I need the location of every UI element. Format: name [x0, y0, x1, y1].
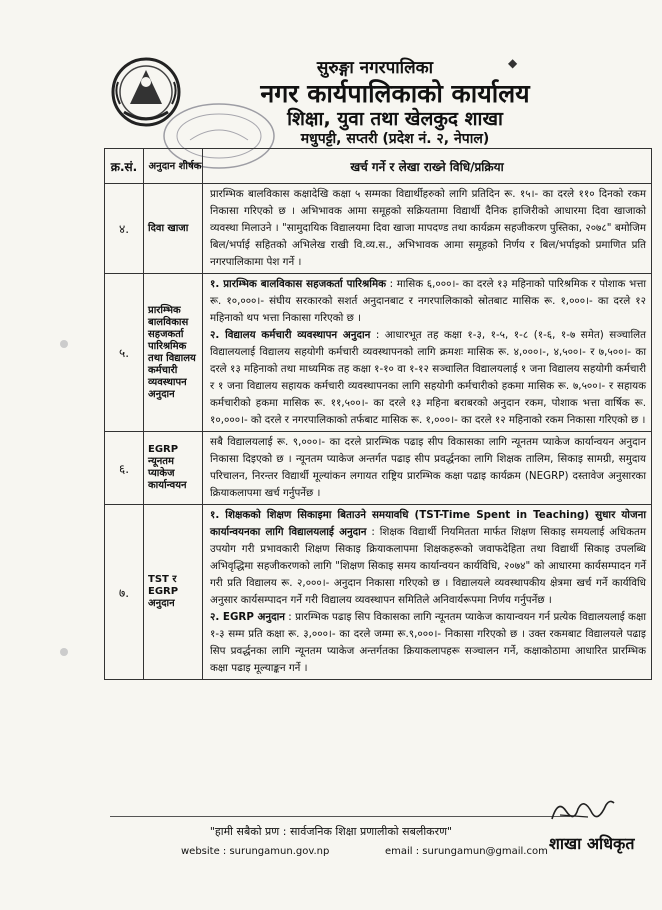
procedure-text: : मासिक ६,०००।- का दरले १३ महिनाको पारिश्रमिक र पोशाक भत्ता रू. १०,०००।- संघीय सरकारको सशर्त अनुदानबाट र नगरपालिकाको स्रोतबाट मासिक रू. १,०००।- का दरले १२ महिनाको थप भत्ता निकासा गरिएको छ । [210, 278, 646, 324]
row-serial: ७. [105, 505, 144, 680]
municipality-name: सुरुङ्गा नगरपालिका [316, 58, 434, 78]
header-grant-title: अनुदान शीर्षक [144, 149, 203, 184]
row-procedure [203, 184, 652, 274]
procedure-paragraph [210, 276, 646, 327]
footer-website[interactable]: website : surungamun.gov.np [181, 846, 330, 857]
header-serial: क्र.सं. [105, 149, 144, 184]
row-serial: ६. [105, 432, 144, 505]
row-procedure [203, 274, 652, 432]
procedure-subheading: १. प्रारम्भिक बालविकास सहजकर्ता पारिश्रमिक [210, 278, 387, 290]
table-row [105, 274, 652, 432]
signature-title: शाखा अधिकृत [549, 834, 635, 853]
table-row [105, 184, 652, 274]
handwritten-signature [548, 795, 618, 829]
row-grant-title: TST र EGRP अनुदान [144, 505, 203, 680]
table-header-row [105, 149, 652, 184]
row-grant-title: दिवा खाजा [144, 184, 203, 274]
procedure-subheading: २. EGRP अनुदान [210, 611, 285, 623]
row-procedure [203, 505, 652, 680]
procedure-subheading: १. शिक्षकको शिक्षण सिकाइमा बिताउने समयावधि (TST-Time Spent in Teaching) सुधार योजना कार्यान्वयनका लागि विद्यालयलाई अनुदान [210, 509, 646, 538]
ink-mark: ◆ [508, 56, 518, 70]
footer-slogan: "हामी सबैको प्रण : सार्वजनिक शिक्षा प्रणालीको सबलीकरण" [209, 825, 453, 838]
punch-hole-mark [60, 648, 68, 656]
procedure-paragraph: सबै विद्यालयलाई रू. ९,०००।- का दरले प्रारम्भिक पढाइ सीप विकासका लागि न्यूनतम प्याकेज कार्यान्वयन अनुदान निकासा दिइएको छ । न्यूनतम प्याकेज अन्तर्गत पढाइ सीप प्रवर्द्धनका लागि शिक्षक तालिम, सिकाइ सामग्री, समुदाय परिचालन, निरन्तर विद्यार्थी मूल्यांकन लगायत राष्ट्रिय प्रारम्भिक कक्षा पढाइ कार्यक्रम (NEGRP) दस्तावेज अनुसारका क्रियाकलापमा खर्च गर्नुपर्नेछ । [210, 436, 646, 499]
table-row [105, 505, 652, 680]
header-procedure: खर्च गर्ने र लेखा राख्ने विधि/प्रक्रिया [203, 149, 652, 184]
procedure-paragraph [210, 507, 646, 609]
procedure-subheading: २. विद्यालय कर्मचारी व्यवस्थापन अनुदान [210, 329, 371, 341]
row-serial: ५. [105, 274, 144, 432]
procedure-text: : प्रारम्भिक पढाइ सिप विकासका लागि न्यूनतम प्याकेज कायान्वयन गर्न प्रत्येक विद्यालयलाई कक्षा १-३ सम्म प्रति कक्षा रू. ३,०००।- का दरले जम्मा रू.९,०००।- निकासा गरिएको छ । उक्त रकमबाट विद्यालयले पढाइ सिप प्रवर्द्धनका लागि न्यूनतम प्याकेज अन्तर्गतका क्रियाकलापहरू सञ्चालन गर्ने, कक्षाकोठामा आधारित प्रारम्भिक कक्षा पढाइ मूल्याङ्कन गर्ने । [210, 611, 646, 674]
office-address: मधुपट्टी, सप्तरी (प्रदेश नं. २, नेपाल) [300, 131, 490, 147]
punch-hole-mark [60, 340, 68, 348]
row-grant-title: प्रारम्भिक बालविकास सहजकर्ता पारिश्रमिक तथा विद्यालय कर्मचारी व्यवस्थापन अनुदान [144, 274, 203, 432]
procedure-text: : शिक्षक विद्यार्थी नियमितता मार्फत शिक्षण सिकाइ समयलाई अधिकतम उपयोग गरी प्रभावकारी शिक्षण सिकाइ क्रियाकलापमा शिक्षकहरूको जवाफदेहिता तथा विद्यार्थी सिकाइ उपलब्धि अभिवृद्धिमा सहजीकरणको लागि "शिक्षण सिकाइ समय कार्यान्वयन कार्यविधि, २०७४" को आधारमा कार्यसम्पादन गर्ने गरी प्रति विद्यालय रू. २,०००।- अनुदान निकासा गरिएको छ । विद्यालयले व्यवस्थापकीय क्षेत्रमा खर्च गर्ने कार्यविधि अनुसार कार्यसम्पादन गर्ने गरी विद्यालय व्यवस्थापन समितिले अनिवार्यरूपमा निर्णय गर्नुपर्नेछ । [210, 526, 647, 606]
procedure-paragraph [210, 609, 646, 677]
procedure-text: : आधारभूत तह कक्षा १-३, १-५, १-८ (१-६, १-७ समेत) सञ्चालित विद्यालयलाई विद्यालय सहयोगी कर्मचारी व्यवस्थापनको लागि क्रमशः मासिक रू. ४,०००।-, ४,५००।- र ७,५००।- का दरले १३ महिनाको तथा माध्यमिक तह कक्षा १-१० वा १-१२ सञ्चालित विद्यालयलाई १ जना विद्यालय सहयोगी कर्मचारी र १ जना विद्यालय सहायक कर्मचारी व्यवस्थापनका लागि सहयोगी कर्मचारीको हकमा मासिक रू. ७,५००।- र सहायक कर्मचारीको हकमा मासिक रू. ११,५००।- का दरले १३ महिना बराबरको अनुदान रकम, पोशाक भत्ता वार्षिक रू. १०,०००।- को दरले र नगरपालिकाको तर्फबाट मासिक रू. १,०००।- का दरले १२ महिनाको रकम निकासा गरिएको छ । [210, 329, 646, 426]
footer-divider [110, 816, 570, 817]
procedure-paragraph: प्रारम्भिक बालविकास कक्षादेखि कक्षा ५ सम्मका विद्यार्थीहरुको लागि प्रतिदिन रू. १५।- का दरले ११० दिनको रकम निकासा गरिएको छ । अभिभावक आमा समूहको सक्रियतामा विद्यार्थी दैनिक हाजिरीको आधारमा दिवा खाजाको व्यवस्था मिलाउने । "सामुदायिक विद्यालयमा दिवा खाजा मापदण्ड तथा कार्यक्रम सहजीकरण पुस्तिका, २०७८" बमोजिम बिल/भर्पाई सहितको अभिलेख राखी वि.व्य.स., अभिभावक आमा समूहको निर्णय र बिल/भर्पाइको प्रमाणित प्रति नगरपालिकामा पेश गर्ने । [210, 188, 646, 268]
office-name: नगर कार्यपालिकाको कार्यालय [260, 79, 530, 108]
row-procedure [203, 432, 652, 505]
footer-email[interactable]: email : surungamun@gmail.com [385, 846, 548, 857]
grant-procedure-table [104, 148, 652, 680]
row-serial: ४. [105, 184, 144, 274]
procedure-paragraph [210, 327, 646, 429]
row-grant-title: EGRP न्यूनतम प्याकेज कार्यान्वयन [144, 432, 203, 505]
section-name: शिक्षा, युवा तथा खेलकुद शाखा [287, 108, 503, 130]
table-row [105, 432, 652, 505]
